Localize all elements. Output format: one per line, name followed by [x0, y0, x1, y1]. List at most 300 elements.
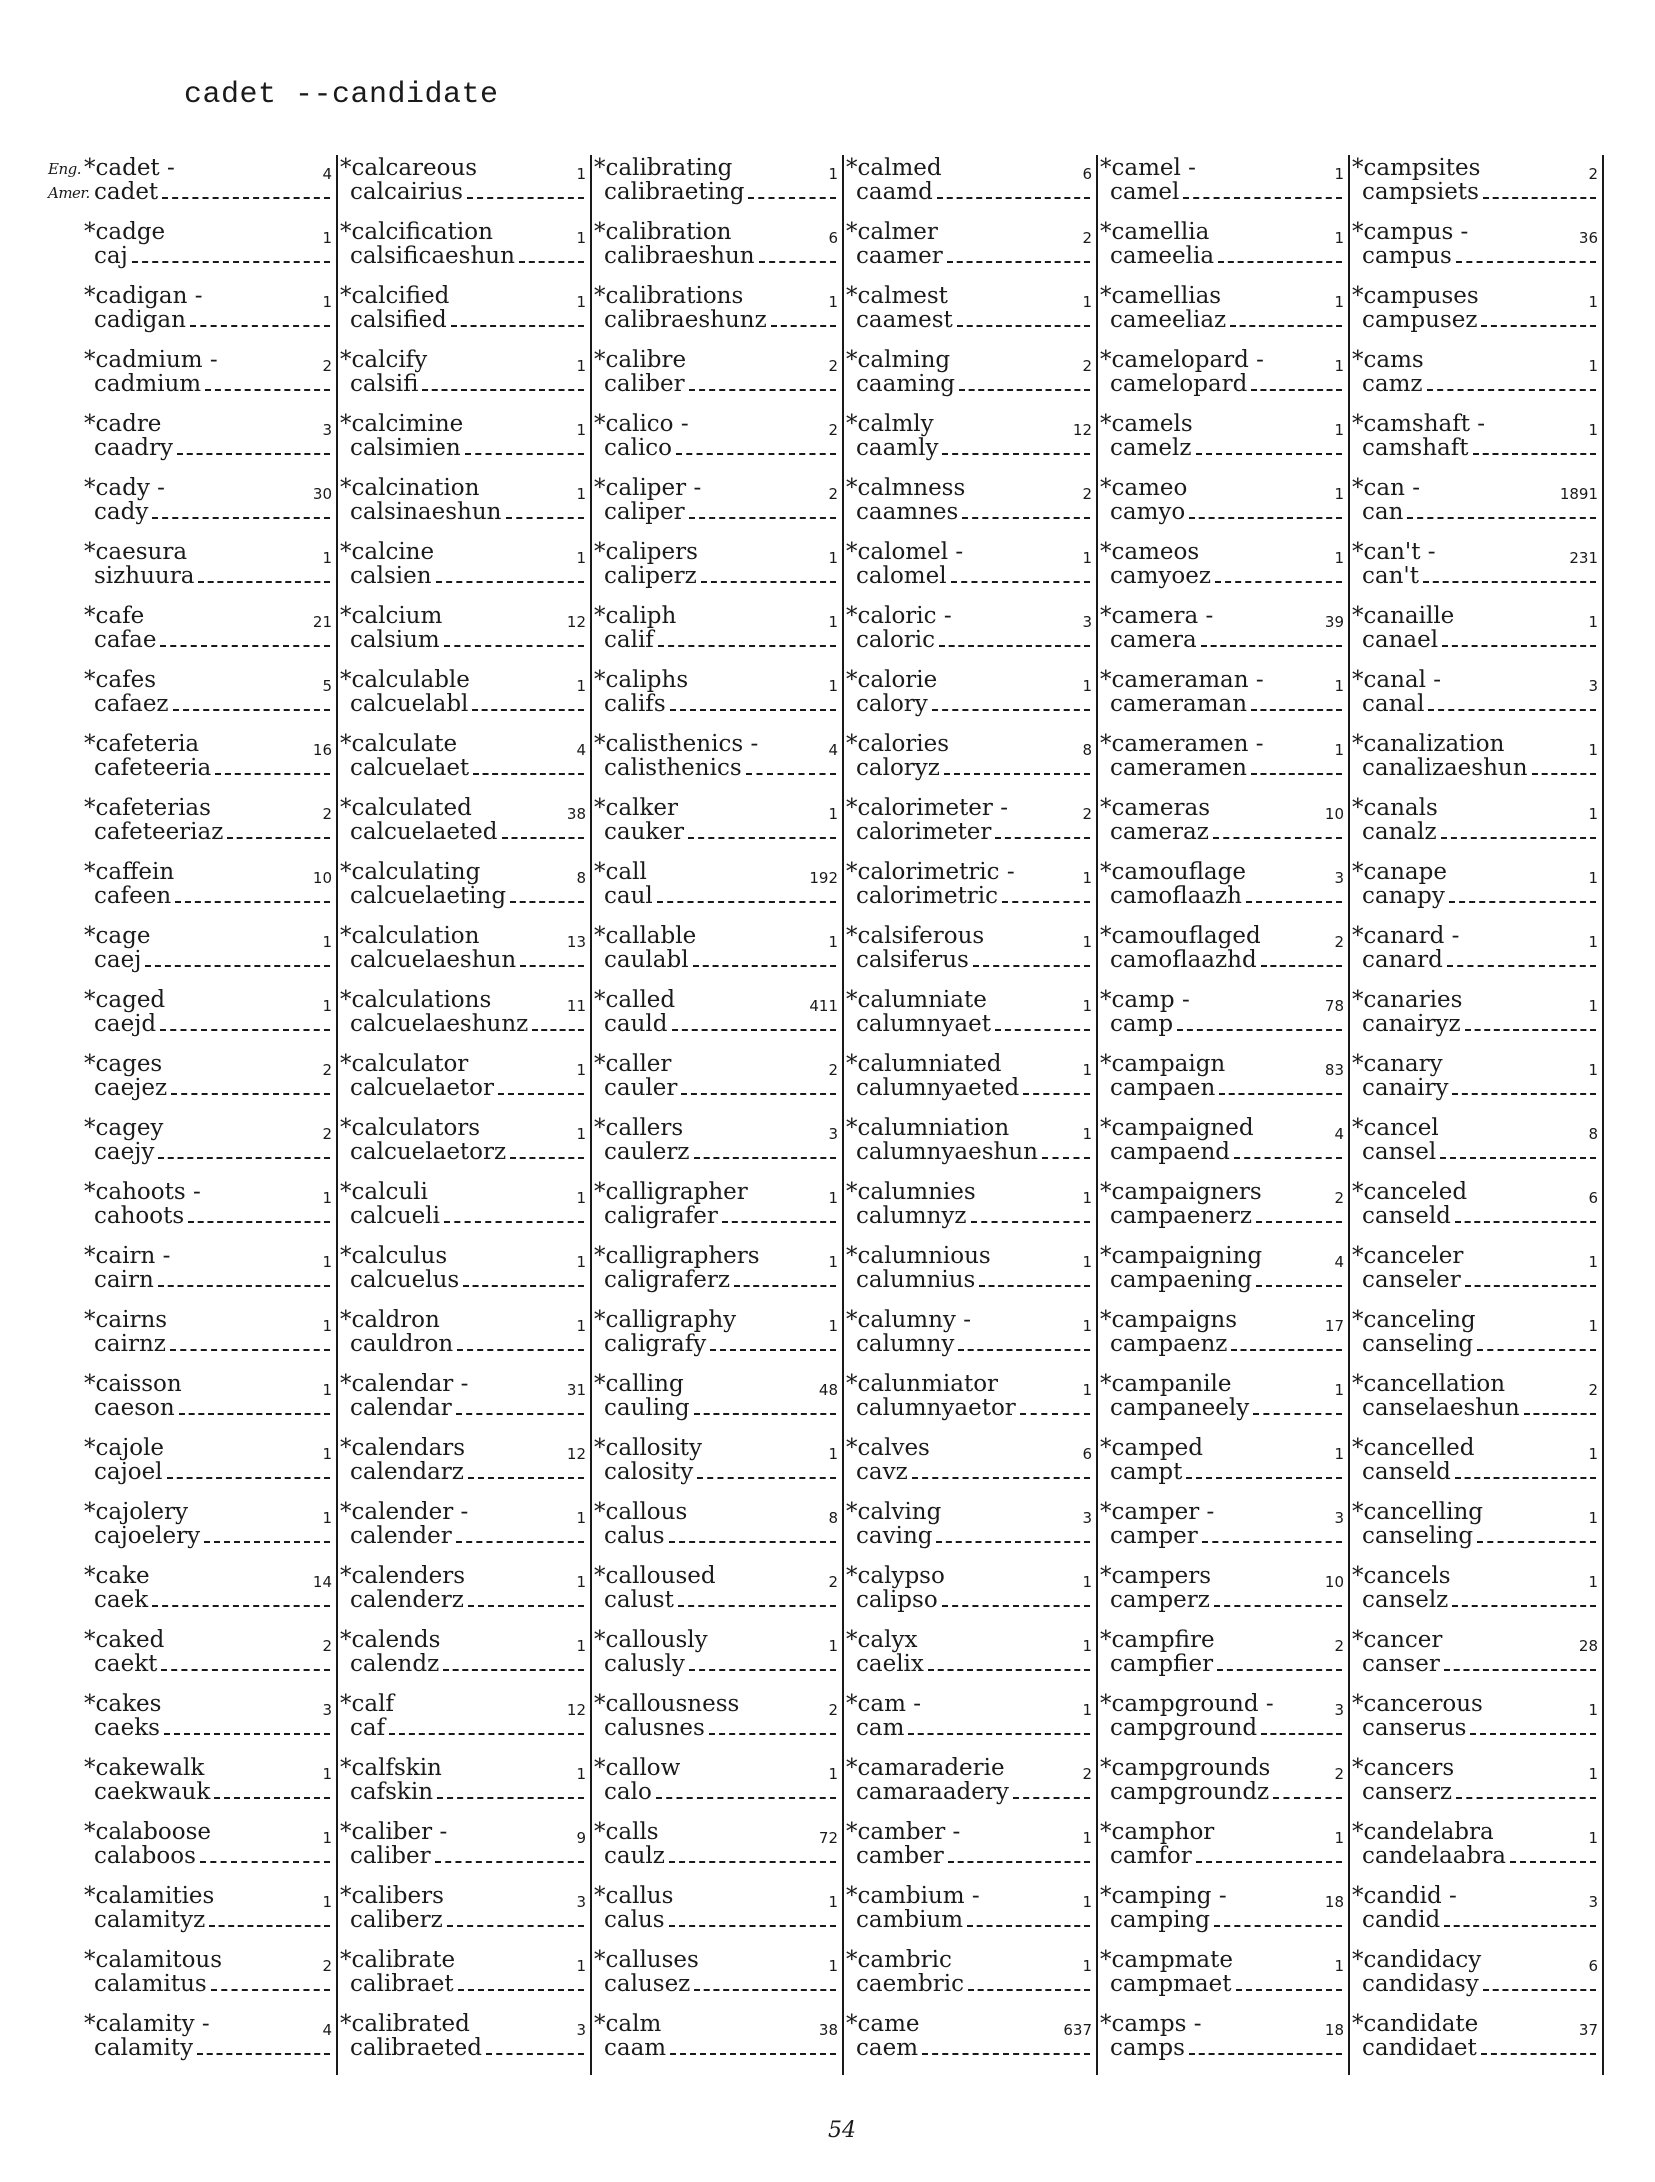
respelling-row: [1110, 1011, 1342, 1037]
respelling: camoflaazhd: [1110, 947, 1257, 973]
respelling: canserz: [1362, 1779, 1452, 1805]
respelling-row: [604, 1779, 836, 1805]
leader-line: [672, 1029, 837, 1031]
respelling: cajoelery: [94, 1523, 201, 1549]
word-count: 1: [576, 1317, 586, 1335]
word-entry: [338, 1371, 592, 1435]
word-entry: [1350, 1883, 1604, 1947]
word-entry: [844, 1947, 1098, 2011]
word-count: 1: [1082, 1189, 1092, 1207]
respelling-row: [1110, 627, 1342, 653]
word-count: 1: [576, 1765, 586, 1783]
respelling-row: [350, 1459, 584, 1485]
word-count: 1: [1588, 1829, 1598, 1847]
leader-line: [1214, 1925, 1342, 1927]
respelling: calumny: [856, 1331, 955, 1357]
word-count: 1: [1588, 933, 1598, 951]
leader-line: [498, 1093, 584, 1095]
word-entry: [592, 1435, 844, 1499]
leader-line: [171, 1093, 330, 1095]
leader-line: [1215, 581, 1342, 583]
leader-line: [468, 1605, 584, 1607]
respelling-row: [1110, 1395, 1342, 1421]
leader-line: [211, 1989, 330, 1991]
word-count: 1: [576, 485, 586, 503]
english-word: *campaign: [1100, 1051, 1226, 1077]
respelling: calsium: [350, 627, 440, 653]
english-word: *camels: [1100, 411, 1193, 437]
word-entry: [82, 1691, 338, 1755]
english-word: *calves: [846, 1435, 930, 1461]
leader-line: [948, 1861, 1090, 1863]
respelling-row: [94, 1523, 330, 1549]
respelling-row: [94, 1139, 330, 1165]
word-count: 8: [1082, 741, 1092, 759]
word-count: 2: [322, 805, 332, 823]
word-count: 1: [1588, 1253, 1598, 1271]
respelling: caligrafy: [604, 1331, 707, 1357]
respelling-row: [604, 1075, 836, 1101]
leader-line: [1218, 261, 1342, 263]
respelling-row: [350, 1267, 584, 1293]
word-count: 2: [1588, 1381, 1598, 1399]
word-entry: [1350, 283, 1604, 347]
respelling: campground: [1110, 1715, 1258, 1741]
word-count: 1: [322, 549, 332, 567]
respelling-row: [350, 243, 584, 269]
word-entry: [592, 411, 844, 475]
word-entry: [1350, 1179, 1604, 1243]
respelling-row: [856, 243, 1090, 269]
respelling: calust: [604, 1587, 674, 1613]
english-word: *canary: [1352, 1051, 1443, 1077]
word-entry: [1350, 1819, 1604, 1883]
word-entry: [1350, 1243, 1604, 1307]
leader-line: [179, 1413, 330, 1415]
respelling: caadry: [94, 435, 174, 461]
word-entry: [844, 1051, 1098, 1115]
word-count: 4: [322, 2021, 332, 2039]
english-word: *calorimeter -: [846, 795, 1008, 821]
word-count: 1: [322, 1317, 332, 1335]
word-count: 1: [576, 1189, 586, 1207]
word-count: 2: [1334, 933, 1344, 951]
english-word: *canape: [1352, 859, 1447, 885]
english-word: *campaigning: [1100, 1243, 1263, 1269]
word-count: 48: [818, 1381, 838, 1399]
english-word: *cam -: [846, 1691, 921, 1717]
respelling: cameelia: [1110, 243, 1215, 269]
word-count: 1: [322, 933, 332, 951]
respelling: calenderz: [350, 1587, 464, 1613]
respelling: candid: [1362, 1907, 1441, 1933]
respelling-row: [856, 1971, 1090, 1997]
respelling-row: [1110, 883, 1342, 909]
respelling: cafskin: [350, 1779, 434, 1805]
word-entry: [1350, 1435, 1604, 1499]
respelling-row: [1362, 1907, 1596, 1933]
leader-line: [456, 1541, 584, 1543]
word-count: 2: [828, 1061, 838, 1079]
leader-line: [1246, 901, 1342, 903]
respelling-row: [350, 947, 584, 973]
leader-line: [1251, 709, 1342, 711]
english-word: *calibers: [340, 1883, 444, 1909]
english-word: *caliber -: [340, 1819, 448, 1845]
leader-line: [1186, 1477, 1342, 1479]
leader-line: [510, 1157, 584, 1159]
respelling-row: [856, 1715, 1090, 1741]
english-word: *candidacy: [1352, 1947, 1482, 1973]
respelling-row: [1110, 947, 1342, 973]
leader-line: [944, 773, 1090, 775]
word-entry: [592, 667, 844, 731]
english-word: *calumniated: [846, 1051, 1002, 1077]
english-word: *callable: [594, 923, 697, 949]
word-count: 1: [1588, 1445, 1598, 1463]
english-word: *cady -: [84, 475, 165, 501]
respelling: cadigan: [94, 307, 186, 333]
word-count: 1: [1082, 1701, 1092, 1719]
leader-line: [447, 1925, 584, 1927]
leader-line: [198, 581, 330, 583]
leader-line: [458, 1989, 584, 1991]
english-word: *calling: [594, 1371, 684, 1397]
english-word: *campaigned: [1100, 1115, 1254, 1141]
leader-line: [170, 1349, 330, 1351]
respelling-row: [604, 1523, 836, 1549]
word-count: 1: [322, 1509, 332, 1527]
word-entry: [1098, 1883, 1350, 1947]
respelling: cadet: [94, 179, 159, 205]
word-count: 1: [576, 1125, 586, 1143]
leader-line: [1524, 1413, 1596, 1415]
english-word: *calculable: [340, 667, 470, 693]
word-count: 1: [576, 357, 586, 375]
leader-line: [422, 389, 584, 391]
respelling: cady: [94, 499, 149, 525]
word-count: 1: [828, 1317, 838, 1335]
leader-line: [759, 261, 836, 263]
english-word: *cameramen -: [1100, 731, 1264, 757]
respelling: can: [1362, 499, 1404, 525]
word-count: 1: [322, 997, 332, 1015]
respelling-row: [856, 1779, 1090, 1805]
respelling-row: [350, 1907, 584, 1933]
english-word: *cajole: [84, 1435, 165, 1461]
respelling: caekwauk: [94, 1779, 211, 1805]
respelling: cafeteeriaz: [94, 819, 224, 845]
word-entry: [844, 923, 1098, 987]
word-entry: [592, 155, 844, 219]
leader-line: [1214, 1605, 1342, 1607]
leader-line: [1456, 1797, 1596, 1799]
respelling: calcuelaet: [350, 755, 470, 781]
word-count: 6: [1588, 1189, 1598, 1207]
english-word: *camphor: [1100, 1819, 1215, 1845]
respelling-row: [856, 371, 1090, 397]
word-count: 1: [828, 1189, 838, 1207]
word-entry: [844, 1243, 1098, 1307]
respelling: calsimien: [350, 435, 461, 461]
english-word: *camel -: [1100, 155, 1196, 181]
english-word: *camaraderie: [846, 1755, 1005, 1781]
english-word: *calibration: [594, 219, 732, 245]
english-word: *called: [594, 987, 676, 1013]
respelling: camber: [856, 1843, 944, 1869]
respelling-row: [94, 1203, 330, 1229]
english-word: *calving: [846, 1499, 942, 1525]
respelling-row: [604, 1907, 836, 1933]
english-word: *caller: [594, 1051, 672, 1077]
word-entry: [82, 1243, 338, 1307]
english-word: *calloused: [594, 1563, 716, 1589]
word-count: 1891: [1559, 485, 1598, 503]
word-count: 11: [566, 997, 586, 1015]
word-entry: [1098, 987, 1350, 1051]
word-entry: [82, 2011, 338, 2075]
leader-line: [510, 901, 584, 903]
english-word: *calluses: [594, 1947, 699, 1973]
respelling: candidaet: [1362, 2035, 1477, 2061]
respelling: caekt: [94, 1651, 158, 1677]
word-count: 8: [576, 869, 586, 887]
word-entry: [592, 1627, 844, 1691]
word-count: 1: [322, 1253, 332, 1271]
english-word: *calibrating: [594, 155, 733, 181]
respelling-row: [94, 371, 330, 397]
leader-line: [468, 1477, 584, 1479]
respelling-row: [94, 1075, 330, 1101]
word-entry: [844, 347, 1098, 411]
respelling: cameraman: [1110, 691, 1248, 717]
leader-line: [722, 1221, 836, 1223]
respelling-row: [94, 1715, 330, 1741]
word-entry: [1350, 475, 1604, 539]
word-entry: [338, 475, 592, 539]
word-count: 18: [1324, 2021, 1344, 2039]
respelling: calusly: [604, 1651, 685, 1677]
respelling-row: [94, 435, 330, 461]
word-entry: [592, 1563, 844, 1627]
word-entry: [592, 603, 844, 667]
word-count: 1: [322, 293, 332, 311]
leader-line: [1428, 709, 1596, 711]
word-entry: [592, 1883, 844, 1947]
word-count: 9: [576, 1829, 586, 1847]
english-word: *campground -: [1100, 1691, 1274, 1717]
english-word: *calamities: [84, 1883, 215, 1909]
leader-line: [160, 645, 330, 647]
word-entry: [844, 475, 1098, 539]
word-count: 31: [566, 1381, 586, 1399]
respelling-row: [350, 1331, 584, 1357]
respelling-row: [1110, 435, 1342, 461]
respelling-row: [1362, 1587, 1596, 1613]
respelling-row: [604, 819, 836, 845]
word-entry: [82, 1947, 338, 2011]
word-entry: [82, 1051, 338, 1115]
word-entry: [338, 859, 592, 923]
word-count: 1: [576, 677, 586, 695]
respelling: calory: [856, 691, 928, 717]
word-entry: [338, 1243, 592, 1307]
english-word: *calculators: [340, 1115, 481, 1141]
respelling-row: [856, 1843, 1090, 1869]
word-count: 4: [576, 741, 586, 759]
english-word: *cams: [1352, 347, 1424, 373]
word-entry: [82, 1755, 338, 1819]
word-entry: [844, 1435, 1098, 1499]
leader-line: [1452, 1605, 1596, 1607]
english-word: *cadet -: [84, 155, 175, 181]
respelling-row: [350, 371, 584, 397]
leader-line: [1273, 1797, 1342, 1799]
english-word: *calcareous: [340, 155, 478, 181]
word-entry: [82, 155, 338, 219]
respelling: canairy: [1362, 1075, 1449, 1101]
respelling-row: [1362, 1459, 1596, 1485]
word-count: 1: [1334, 549, 1344, 567]
respelling: camaraadery: [856, 1779, 1009, 1805]
word-entry: [338, 987, 592, 1051]
leader-line: [467, 197, 584, 199]
english-word: *campmate: [1100, 1947, 1234, 1973]
respelling: calisthenics: [604, 755, 742, 781]
word-entry: [338, 923, 592, 987]
respelling: caeks: [94, 1715, 160, 1741]
respelling-row: [1362, 1651, 1596, 1677]
respelling-row: [604, 1139, 836, 1165]
word-entry: [82, 923, 338, 987]
respelling: sizhuura: [94, 563, 195, 589]
word-entry: [1098, 731, 1350, 795]
word-count: 1: [1082, 869, 1092, 887]
leader-line: [456, 1413, 584, 1415]
respelling: campus: [1362, 243, 1452, 269]
word-count: 14: [312, 1573, 332, 1591]
respelling-row: [350, 1395, 584, 1421]
respelling-row: [94, 947, 330, 973]
respelling: camoflaazh: [1110, 883, 1242, 909]
respelling: caliber: [350, 1843, 431, 1869]
leader-line: [145, 965, 330, 967]
respelling: caejd: [94, 1011, 157, 1037]
word-entry: [844, 155, 1098, 219]
leader-line: [1217, 1669, 1342, 1671]
leader-line: [1444, 1669, 1596, 1671]
leader-line: [1177, 1029, 1342, 1031]
leader-line: [947, 261, 1090, 263]
word-entry: [82, 859, 338, 923]
word-count: 1: [1588, 1061, 1598, 1079]
leader-line: [457, 1349, 584, 1351]
leader-line: [1196, 453, 1343, 455]
english-word: *callus: [594, 1883, 674, 1909]
respelling: canseld: [1362, 1203, 1451, 1229]
leader-line: [132, 261, 330, 263]
respelling: calamityz: [94, 1907, 206, 1933]
respelling: calendarz: [350, 1459, 464, 1485]
respelling-row: [604, 307, 836, 333]
word-entry: [1350, 347, 1604, 411]
word-count: 1: [1334, 357, 1344, 375]
english-word: *calorie: [846, 667, 938, 693]
word-count: 1: [1334, 293, 1344, 311]
word-count: 1: [322, 1829, 332, 1847]
word-count: 1: [1588, 357, 1598, 375]
english-word: *calumnious: [846, 1243, 991, 1269]
word-count: 38: [566, 805, 586, 823]
english-word: *campsites: [1352, 155, 1481, 181]
word-count: 2: [828, 485, 838, 503]
respelling: cairn: [94, 1267, 154, 1293]
english-word: *calumnies: [846, 1179, 976, 1205]
word-entry: [1098, 1243, 1350, 1307]
english-word: *caffein: [84, 859, 175, 885]
word-count: 1: [576, 1253, 586, 1271]
english-word: *cafeteria: [84, 731, 200, 757]
english-word: *cancel: [1352, 1115, 1439, 1141]
english-word: *cancers: [1352, 1755, 1455, 1781]
word-entry: [1350, 1691, 1604, 1755]
respelling-row: [604, 691, 836, 717]
leader-line: [959, 389, 1090, 391]
leader-line: [1189, 2053, 1342, 2055]
word-entry: [592, 1947, 844, 2011]
leader-line: [473, 773, 584, 775]
word-entry: [82, 411, 338, 475]
word-count: 28: [1578, 1637, 1598, 1655]
respelling-row: [604, 1843, 836, 1869]
respelling-row: [604, 1459, 836, 1485]
english-word: *calibrated: [340, 2011, 470, 2037]
word-entry: [592, 1371, 844, 1435]
word-entry: [844, 1755, 1098, 1819]
word-count: 2: [1082, 357, 1092, 375]
respelling-row: [350, 1139, 584, 1165]
word-entry: [1098, 1947, 1350, 2011]
respelling-row: [856, 1075, 1090, 1101]
english-word: *calculating: [340, 859, 481, 885]
respelling-row: [1110, 499, 1342, 525]
leader-line: [444, 1221, 584, 1223]
word-count: 3: [322, 421, 332, 439]
word-count: 1: [1334, 1957, 1344, 1975]
respelling: calamitus: [94, 1971, 207, 1997]
word-entry: [1098, 475, 1350, 539]
leader-line: [676, 453, 836, 455]
english-word: *cancelled: [1352, 1435, 1475, 1461]
english-word: *camping -: [1100, 1883, 1227, 1909]
respelling-row: [94, 691, 330, 717]
respelling: canalizaeshun: [1362, 755, 1528, 781]
respelling: cajoel: [94, 1459, 163, 1485]
respelling-row: [604, 179, 836, 205]
word-entry: [338, 347, 592, 411]
respelling-row: [350, 1523, 584, 1549]
english-word: *camp -: [1100, 987, 1190, 1013]
word-count: 1: [322, 229, 332, 247]
respelling-row: [1362, 371, 1596, 397]
respelling: cameraz: [1110, 819, 1209, 845]
respelling: calsificaeshun: [350, 243, 515, 269]
word-count: 6: [1082, 165, 1092, 183]
word-count: 1: [1082, 1637, 1092, 1655]
word-entry: [1098, 539, 1350, 603]
english-word: *calligraphers: [594, 1243, 760, 1269]
word-entry: [1098, 219, 1350, 283]
